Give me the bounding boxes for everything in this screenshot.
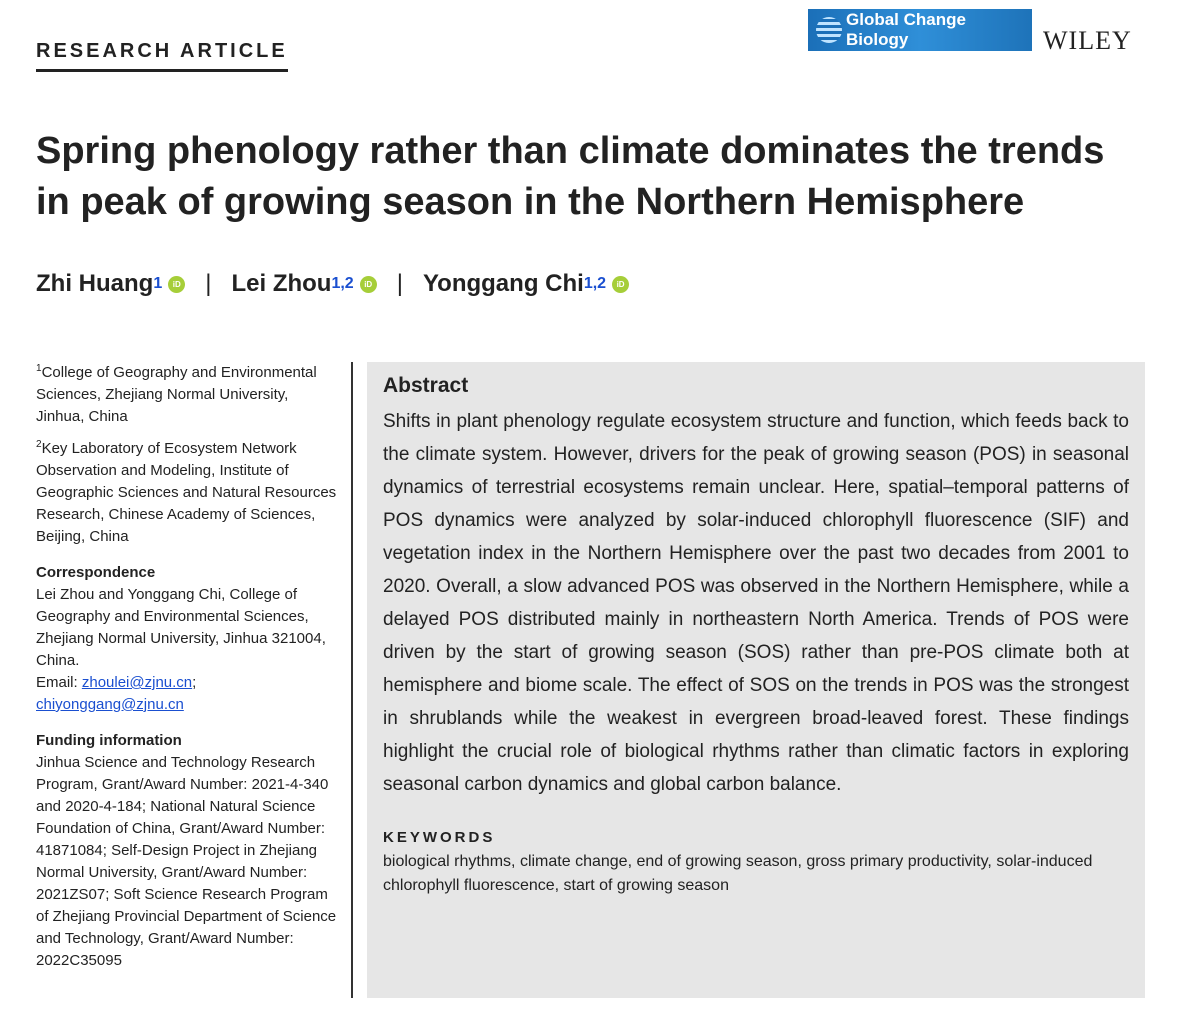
author-separator: | [396,270,403,297]
author-name[interactable]: Yonggang Chi [422,270,584,297]
affiliation: $^1$College of Geography and Environmental Sciences, Zhejiang Normal University, Jinhua, China [36,363,317,425]
sidebar-divider [351,362,353,998]
author-separator: | [205,270,212,297]
affiliation-ref[interactable]: 1,2 [583,275,607,292]
abstract-text: Shifts in plant phenology regulate ecosystem structure and function, which feeds back to the climate system. However, drivers for the peak of growing season (POS) in seasonal dynamics of terrestrial ecosystems remain unclear. Here, spatial–temporal patterns of POS dynamics were analyzed by solar-induced chlorophyll fluorescence (SIF) and vegetation index in the Northern Hemisphere over the past two decades from 2001 to 2020. Overall, a slow advanced POS was observed in the Northern Hemisphere, while a delayed POS distributed mainly in northeastern North America. Trends of POS were driven by the start of growing season (SOS) rather than pre-POS climate both at hemisphere and biome scale. The effect of SOS on the trends in POS was the strongest in shrublands while the weakest in evergreen broad-leaved forest. These findings highlight the crucial role of biological rhythms rather than climatic factors in exploring seasonal carbon dynamics and global carbon balance. [383,411,1129,795]
globe-icon [816,17,842,43]
funding-text: Jinhua Science and Technology Research Program, Grant/Award Number: 2021-4-340 and 2020-4-184; National Natural Science Foundation of China, Grant/Award Number: 41871084; Self-Design Project in Zhejiang Normal University, Grant/Award Number: 2021ZS07; Soft Science Research Program of Zhejiang Provincial Department of Science and Technology, Grant/Award Number: 2022C35095 [36,754,337,969]
author-name[interactable]: Zhi Huang [36,270,154,297]
correspondence-text: Lei Zhou and Yonggang Chi, College of Geography and Environmental Sciences, Zhejiang Normal University, Jinhua 321004, China. Email: zhoulei@zjnu.cn; chiyonggang@zjnu.cn [36,586,326,713]
affiliation: $^2$Key Laboratory of Ecosystem Network Observation and Modeling, Institute of Geographic Sciences and Natural Resources Research, Chinese Academy of Sciences, Beijing, China [36,439,337,545]
publisher-logo[interactable]: WILEY [1043,26,1132,55]
article-type-label: RESEARCH ARTICLE [36,40,288,72]
funding-heading: Funding information [36,732,182,749]
orcid-icon[interactable]: iD [360,276,377,293]
correspondence-heading: Correspondence [36,564,156,581]
orcid-icon[interactable]: iD [168,276,185,293]
journal-name: Global Change Biology [846,10,966,49]
journal-logo[interactable] [808,9,1032,51]
article-title: Spring phenology rather than climate dominates the trends in peak of growing season in the Northern Hemisphere [36,130,1105,223]
keywords-heading: KEYWORDS [383,829,496,846]
email-link[interactable]: chiyonggang@zjnu.cn [36,696,184,713]
author-list [36,270,629,298]
abstract-panel [367,362,1145,998]
author-name[interactable]: Lei Zhou [231,270,332,297]
email-link[interactable]: zhoulei@zjnu.cn [81,674,193,691]
keywords-text: biological rhythms, climate change, end of growing season, gross primary productivity, solar-induced chlorophyll fluorescence, start of growing season [383,853,1093,894]
article-sidebar [36,358,340,998]
abstract-heading: Abstract [383,374,469,397]
affiliation-ref[interactable]: 1,2 [331,275,354,292]
orcid-icon[interactable]: iD [612,276,629,293]
affiliation-ref[interactable]: 1 [153,275,163,292]
